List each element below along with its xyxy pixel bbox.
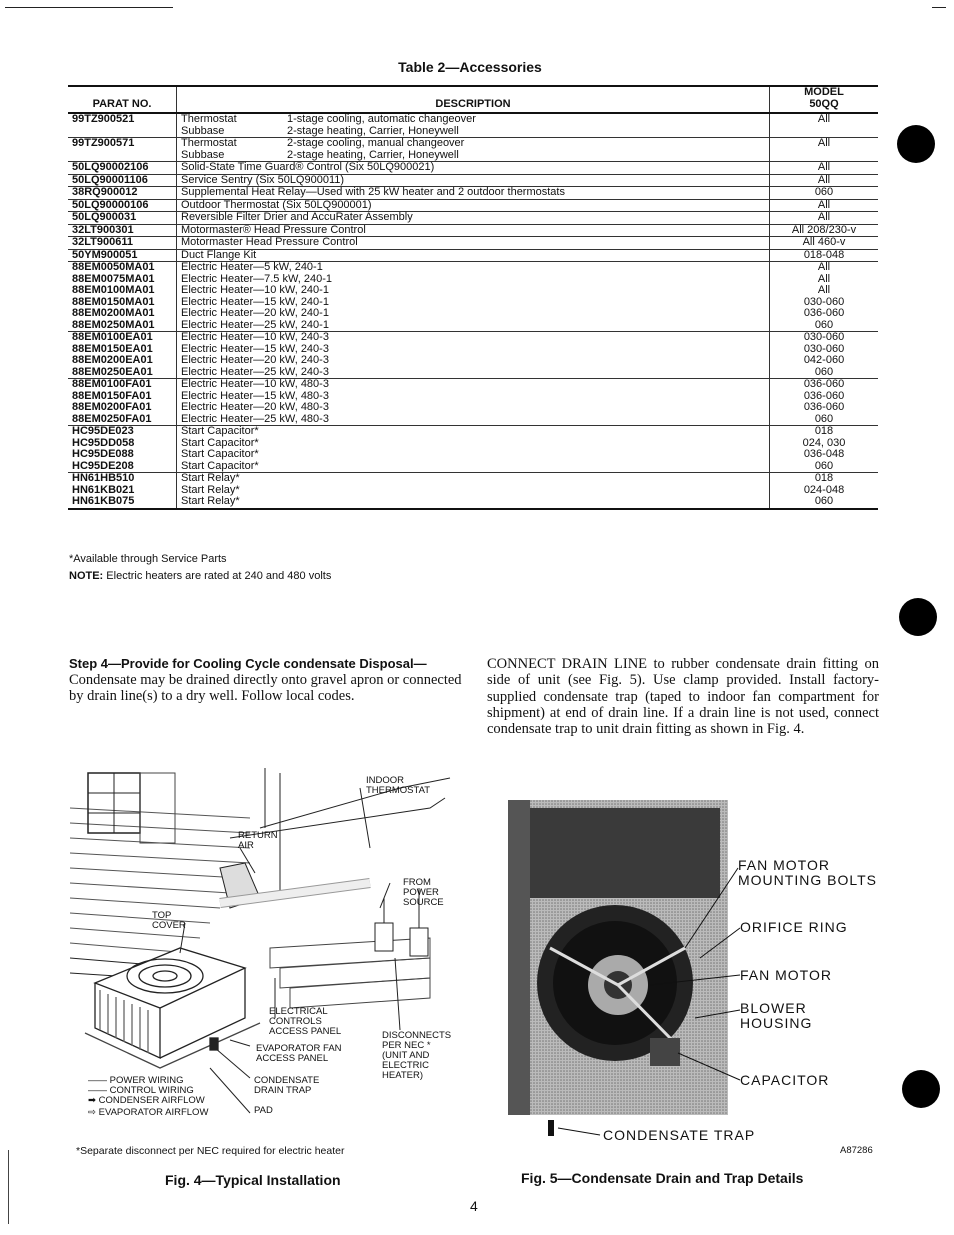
legend-evaporator-airflow: ⇨ EVAPORATOR AIRFLOW <box>88 1107 209 1118</box>
part-number: 88EM0200FA01 <box>72 401 152 413</box>
binder-hole-mark <box>897 125 935 163</box>
fig5-caption: Fig. 5—Condensate Drain and Trap Details <box>521 1170 804 1186</box>
description-cell <box>177 138 770 162</box>
part-number: 50LQ90001106 <box>72 173 148 186</box>
label-pad: PAD <box>254 1105 273 1116</box>
model-value: 060 <box>814 412 834 425</box>
description-text: Service Sentry (Six 50LQ900011) <box>181 173 345 186</box>
table-header-row <box>68 86 878 113</box>
page-number: 4 <box>470 1198 478 1214</box>
model-value: All <box>817 137 831 149</box>
description-text: Electric Heater—10 kW, 240-3 <box>181 331 329 343</box>
description-line <box>181 402 765 414</box>
model-value: All <box>817 261 831 273</box>
model-cell <box>770 473 879 509</box>
part-number: 88EM0100FA01 <box>72 378 152 390</box>
part-number-cell <box>68 113 177 138</box>
description-line <box>181 212 765 224</box>
part-number-cell <box>68 162 177 175</box>
description-line <box>181 150 765 162</box>
table-row <box>68 113 878 138</box>
part-number: 50LQ90000106 <box>72 198 149 211</box>
step4-body: Condensate may be drained directly onto gravel apron or connected by drain line(s) to a dry well. Follow local codes. <box>69 672 462 704</box>
part-number: HC95DE023 <box>72 425 134 437</box>
model-value: All <box>817 161 831 173</box>
part-number: 38RQ900012 <box>72 186 138 198</box>
description-text: Electric Heater—15 kW, 240-1 <box>181 295 329 308</box>
model-value: All <box>817 173 831 186</box>
model-value: 036-048 <box>803 448 845 460</box>
part-number: 88EM0100EA01 <box>72 331 153 343</box>
description-text: Electric Heater—20 kW, 240-1 <box>181 307 329 319</box>
header-part-no: PARAT NO. <box>68 86 177 113</box>
part-number-cell <box>68 249 177 262</box>
description-line <box>181 250 765 262</box>
label-indoor-thermostat: INDOOR THERMOSTAT <box>366 775 431 796</box>
description-line <box>181 114 765 126</box>
model-cell <box>770 332 879 379</box>
model-cell <box>770 187 879 200</box>
table-row <box>68 262 878 332</box>
model-value: 024-048 <box>803 483 845 496</box>
table-row <box>68 237 878 250</box>
description-cell <box>177 199 770 212</box>
description-text: Duct Flange Kit <box>181 248 257 261</box>
description-cell <box>177 113 770 138</box>
table-row <box>68 212 878 225</box>
fig5-condensate-drain-photo <box>500 788 890 1148</box>
disconnect-box <box>375 923 393 951</box>
part-number: HC95DE088 <box>72 448 134 460</box>
table-footnote: *Available through Service Parts <box>69 553 227 565</box>
model-value: 030-060 <box>803 331 845 343</box>
description-text: Motormaster® Head Pressure Control <box>181 223 366 236</box>
description-item: Subbase <box>181 124 225 137</box>
legend-condenser-airflow: ➡ CONDENSER AIRFLOW <box>88 1095 205 1106</box>
part-number: 50LQ900031 <box>72 211 137 223</box>
description-cell <box>177 212 770 225</box>
part-number: 50LQ90002106 <box>72 161 149 173</box>
description-cell <box>177 224 770 237</box>
label-capacitor: CAPACITOR <box>740 1072 830 1088</box>
label-fan-motor: FAN MOTOR <box>740 967 832 983</box>
description-text: Motormaster Head Pressure Control <box>181 236 358 248</box>
part-number: 88EM0075MA01 <box>72 272 155 285</box>
table-row <box>68 224 878 237</box>
fig4-footnote: *Separate disconnect per NEC required for electric heater <box>76 1145 345 1157</box>
label-condensate-trap: CONDENSATE TRAP <box>603 1127 756 1143</box>
model-value: 036-060 <box>803 401 845 413</box>
accessories-table <box>68 85 878 510</box>
connect-drain-line-text: CONNECT DRAIN LINE to rubber condensate drain fitting on side of unit (see Fig. 5). Use clamp provided. Install factory-supplied condensate trap (taped to indoor fan compartment for shipment) at end of drain line. If a drain line is not used, connect condensate trap to unit drain fitting as shown in Fig. 4. <box>487 656 879 738</box>
power-wiring-icon: —— <box>88 1075 110 1086</box>
description-line <box>181 308 765 320</box>
evaporator-airflow-arrow-icon: ⇨ <box>88 1107 99 1118</box>
description-line <box>181 414 765 426</box>
table-row <box>68 379 878 426</box>
description-item: Subbase <box>181 148 225 161</box>
description-cell <box>177 473 770 509</box>
description-detail: 2-stage cooling, manual changeover <box>287 137 465 149</box>
header-model-line2: 50QQ <box>809 97 839 110</box>
part-number: 88EM0200EA01 <box>72 354 153 366</box>
part-number: 88EM0150EA01 <box>72 342 153 355</box>
description-line <box>181 496 765 508</box>
description-line <box>181 187 765 199</box>
description-line <box>181 485 765 497</box>
description-text: Start Capacitor* <box>181 448 259 460</box>
model-value: All <box>817 113 831 125</box>
part-number: HN61KB021 <box>72 483 135 496</box>
model-cell <box>770 199 879 212</box>
part-number-cell <box>68 224 177 237</box>
description-cell <box>177 237 770 250</box>
part-number-cell <box>68 212 177 225</box>
step4-heading: Step 4—Provide for Cooling Cycle condensate Disposal— <box>69 656 427 671</box>
label-blower-housing: BLOWER HOUSING <box>740 1000 813 1031</box>
part-number: 88EM0050MA01 <box>72 261 155 273</box>
description-text: Electric Heater—20 kW, 240-3 <box>181 354 329 366</box>
part-number: HN61KB075 <box>72 495 135 507</box>
part-number: HC95DD058 <box>72 436 135 449</box>
label-evaporator-fan-panel: EVAPORATOR FAN ACCESS PANEL <box>256 1043 342 1064</box>
table-row <box>68 199 878 212</box>
model-cell <box>770 426 879 473</box>
outdoor-unit <box>85 948 260 1068</box>
part-number-cell <box>68 174 177 187</box>
part-number: 88EM0250EA01 <box>72 365 153 378</box>
header-description: DESCRIPTION <box>177 86 770 113</box>
description-text: Start Capacitor* <box>181 436 259 449</box>
model-value: All 460-v <box>802 236 846 248</box>
label-condensate-drain-trap: CONDENSATE DRAIN TRAP <box>254 1075 320 1096</box>
description-cell <box>177 162 770 175</box>
capacitor-shape <box>650 1038 680 1066</box>
description-text: Outdoor Thermostat (Six 50LQ900001) <box>181 198 372 211</box>
model-value: 060 <box>814 186 834 198</box>
description-line <box>181 426 765 438</box>
part-number: 88EM0200MA01 <box>72 307 155 319</box>
description-text: Start Capacitor* <box>181 459 259 472</box>
label-fan-motor-mounting-bolts: FAN MOTOR MOUNTING BOLTS <box>738 857 877 888</box>
description-line <box>181 200 765 212</box>
model-cell <box>770 174 879 187</box>
model-value: All <box>817 198 831 211</box>
table-row <box>68 473 878 509</box>
description-line <box>181 461 765 473</box>
top-rule-right <box>932 7 946 8</box>
table-row <box>68 187 878 200</box>
label-electrical-controls: ELECTRICAL CONTROLS ACCESS PANEL <box>269 1006 342 1037</box>
figure-code: A87286 <box>840 1145 873 1156</box>
model-cell <box>770 162 879 175</box>
left-margin-rule <box>8 1150 9 1224</box>
description-line <box>181 225 765 237</box>
header-model <box>770 86 879 113</box>
description-line <box>181 473 765 485</box>
table-row <box>68 249 878 262</box>
description-cell <box>177 262 770 332</box>
description-text: Solid-State Time Guard® Control (Six 50LQ900021) <box>181 161 435 173</box>
description-line <box>181 438 765 450</box>
part-number-cell <box>68 262 177 332</box>
part-number-cell <box>68 199 177 212</box>
legend-power-wiring: —— POWER WIRING <box>88 1075 184 1086</box>
description-line <box>181 332 765 344</box>
model-value: 018 <box>814 425 834 437</box>
model-value: 042-060 <box>803 354 845 366</box>
description-cell <box>177 426 770 473</box>
part-number-cell <box>68 187 177 200</box>
model-cell <box>770 113 879 138</box>
part-number: HN61HB510 <box>72 472 135 484</box>
header-model-line1: MODEL <box>804 86 844 98</box>
part-number: 88EM0250MA01 <box>72 318 155 331</box>
description-detail: 2-stage heating, Carrier, Honeywell <box>287 148 459 161</box>
description-line <box>181 262 765 274</box>
step4-section <box>69 656 464 704</box>
description-text: Electric Heater—25 kW, 240-3 <box>181 365 329 378</box>
note-label: NOTE: <box>69 570 104 582</box>
description-line <box>181 285 765 297</box>
part-number: HC95DE208 <box>72 459 134 472</box>
description-text: Electric Heater—25 kW, 240-1 <box>181 318 329 331</box>
model-value: 060 <box>814 318 834 331</box>
description-text: Start Relay* <box>181 483 240 496</box>
table-title: Table 2—Accessories <box>398 59 542 75</box>
model-value: 018 <box>814 472 834 484</box>
model-cell <box>770 138 879 162</box>
note-text: Electric heaters are rated at 240 and 480 volts <box>106 570 332 582</box>
description-cell <box>177 249 770 262</box>
condenser-airflow-arrow-icon: ➡ <box>88 1095 99 1106</box>
table-note <box>69 570 331 582</box>
part-number: 88EM0150FA01 <box>72 389 152 402</box>
description-text: Start Relay* <box>181 472 240 484</box>
description-line <box>181 379 765 391</box>
description-text: Electric Heater—25 kW, 480-3 <box>181 412 329 425</box>
dark-top-region <box>520 808 720 898</box>
description-line <box>181 175 765 187</box>
legend-control-wiring: —— CONTROL WIRING <box>88 1085 194 1096</box>
model-value: All <box>817 211 831 223</box>
fig4-installation-illustration <box>70 768 460 1128</box>
description-text: Reversible Filter Drier and AccuRater Assembly <box>181 211 413 223</box>
condensate-trap <box>210 1038 218 1050</box>
model-value: 030-060 <box>803 295 845 308</box>
description-cell <box>177 379 770 426</box>
table-row <box>68 426 878 473</box>
binder-hole-mark <box>902 1070 940 1108</box>
disconnect-box <box>410 928 428 956</box>
part-number-cell <box>68 237 177 250</box>
part-number: 99TZ900571 <box>72 137 135 149</box>
label-top-cover: TOP COVER <box>152 910 186 931</box>
description-item: Thermostat <box>181 137 237 149</box>
table-row <box>68 162 878 175</box>
table-row <box>68 332 878 379</box>
description-line <box>181 138 765 150</box>
part-number-cell <box>68 138 177 162</box>
model-cell <box>770 249 879 262</box>
description-line <box>181 162 765 174</box>
part-number: 88EM0150MA01 <box>72 295 155 308</box>
label-return-air: RETURN AIR <box>238 830 278 851</box>
description-line <box>181 320 765 332</box>
model-value: 018-048 <box>803 248 845 261</box>
description-detail: 2-stage heating, Carrier, Honeywell <box>287 124 459 137</box>
label-orifice-ring: ORIFICE RING <box>740 919 848 935</box>
table-row <box>68 138 878 162</box>
model-cell <box>770 379 879 426</box>
description-line <box>181 237 765 249</box>
model-cell <box>770 262 879 332</box>
part-number-cell <box>68 379 177 426</box>
part-number-cell <box>68 426 177 473</box>
description-item: Thermostat <box>181 113 237 125</box>
part-number: 88EM0100MA01 <box>72 284 155 296</box>
description-text: Start Relay* <box>181 495 240 507</box>
model-value: All 208/230-v <box>791 223 857 236</box>
model-value: All <box>817 284 831 296</box>
model-value: All <box>817 272 831 285</box>
model-value: 036-060 <box>803 307 845 319</box>
control-wiring-icon: —— <box>88 1085 110 1096</box>
description-cell <box>177 187 770 200</box>
model-value: 060 <box>814 365 834 378</box>
steps <box>270 938 430 1008</box>
description-text: Supplemental Heat Relay—Used with 25 kW heater and 2 outdoor thermostats <box>181 186 565 198</box>
model-value: 036-060 <box>803 378 845 390</box>
part-number: 88EM0250FA01 <box>72 412 152 425</box>
part-number: 50YM900051 <box>72 248 138 261</box>
part-number: 32LT900301 <box>72 223 134 236</box>
model-value: 030-060 <box>803 342 845 355</box>
label-disconnects: DISCONNECTS PER NEC * (UNIT AND ELECTRIC HEATER) <box>382 1030 452 1081</box>
model-value: 060 <box>814 495 834 507</box>
label-from-power-source: FROM POWER SOURCE <box>403 877 444 908</box>
description-text: Electric Heater—7.5 kW, 240-1 <box>181 272 333 285</box>
description-detail: 1-stage cooling, automatic changeover <box>287 113 476 125</box>
description-text: Electric Heater—10 kW, 480-3 <box>181 378 329 390</box>
top-rule <box>5 7 173 8</box>
table-row <box>68 174 878 187</box>
model-value: 024, 030 <box>802 436 846 449</box>
part-number: 99TZ900521 <box>72 113 135 125</box>
condensate-trap-shape <box>548 1120 554 1136</box>
description-line <box>181 367 765 379</box>
description-text: Electric Heater—15 kW, 240-3 <box>181 342 329 355</box>
description-line <box>181 126 765 138</box>
model-value: 060 <box>814 459 834 472</box>
description-cell <box>177 332 770 379</box>
description-text: Electric Heater—20 kW, 480-3 <box>181 401 329 413</box>
part-number: 32LT900611 <box>72 236 133 248</box>
description-line <box>181 355 765 367</box>
model-cell <box>770 224 879 237</box>
model-value: 036-060 <box>803 389 845 402</box>
description-cell <box>177 174 770 187</box>
fig4-caption: Fig. 4—Typical Installation <box>165 1172 341 1188</box>
binder-hole-mark <box>899 598 937 636</box>
description-text: Electric Heater—10 kW, 240-1 <box>181 284 329 296</box>
part-number-cell <box>68 473 177 509</box>
model-cell <box>770 212 879 225</box>
model-cell <box>770 237 879 250</box>
description-text: Start Capacitor* <box>181 425 259 437</box>
description-text: Electric Heater—5 kW, 240-1 <box>181 261 323 273</box>
description-text: Electric Heater—15 kW, 480-3 <box>181 389 329 402</box>
part-number-cell <box>68 332 177 379</box>
description-line <box>181 449 765 461</box>
